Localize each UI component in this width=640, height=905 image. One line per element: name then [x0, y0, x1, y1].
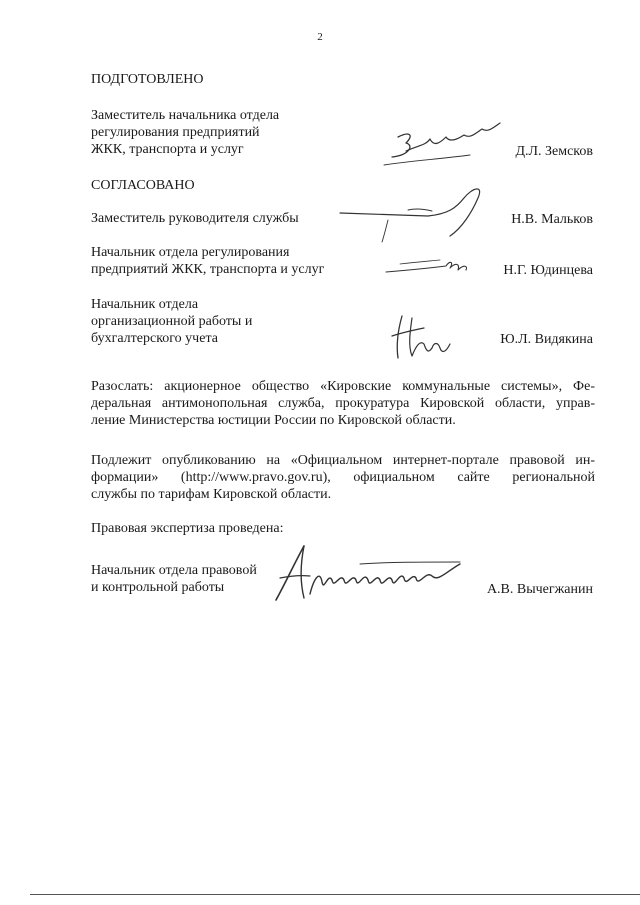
signer-title	[91, 244, 381, 278]
prepared-name: Д.Л. Земсков	[515, 144, 593, 159]
signer-name: Н.Г. Юдинцева	[503, 263, 593, 278]
signer-title-line: Заместитель руководителя службы	[91, 211, 299, 226]
legal-review-title-line: Начальник отдела правовой	[91, 563, 257, 578]
prepared-title	[91, 107, 381, 158]
signer-title-line: предприятий ЖКК, транспорта и услуг	[91, 262, 325, 277]
signer-name: Ю.Л. Видякина	[500, 332, 593, 347]
signer-title	[91, 296, 381, 347]
prepared-title-line: Заместитель начальника отдела	[91, 108, 280, 123]
publication-line: службы по тарифам Кировской области.	[91, 487, 332, 502]
prepared-title-line: ЖКК, транспорта и услуг	[91, 142, 244, 157]
publication-line: Подлежит опубликованию на «Официальном интернет-портале правовой ин-	[91, 453, 595, 468]
signature-vidyakina	[390, 310, 470, 365]
signature-zemskov	[370, 115, 510, 180]
prepared-title-line: регулирования предприятий	[91, 125, 260, 140]
signer-title-line: Начальник отдела регулирования	[91, 245, 290, 260]
prepared-heading: ПОДГОТОВЛЕНО	[91, 72, 204, 87]
signature-vychegzhanin	[270, 542, 470, 607]
bottom-divider	[30, 894, 640, 895]
legal-review-text: Правовая экспертиза проведена:	[91, 521, 284, 536]
signer-name: Н.В. Мальков	[511, 212, 593, 227]
agreed-heading: СОГЛАСОВАНО	[91, 178, 195, 193]
signature-yudintseva	[380, 250, 480, 280]
legal-review-name: А.В. Вычегжанин	[486, 582, 593, 597]
signature-malkov	[338, 180, 498, 250]
signer-title-line: организационной работы и	[91, 314, 253, 329]
distribution-line: ление Министерства юстиции России по Кировской области.	[91, 413, 456, 428]
publication-line: формации» (http://www.pravo.gov.ru), официальном сайте региональной	[91, 470, 595, 485]
legal-review-title-line: и контрольной работы	[91, 580, 225, 595]
signer-title-line: Начальник отдела	[91, 297, 199, 312]
publication-paragraph	[91, 452, 595, 503]
distribution-line: деральная антимонопольная служба, прокуратура Кировской области, управ-	[91, 396, 595, 411]
signer-title-line: бухгалтерского учета	[91, 331, 218, 346]
page-number: 2	[317, 31, 323, 43]
distribution-line: Разослать: акционерное общество «Кировские коммунальные системы», Фе-	[91, 379, 595, 394]
distribution-paragraph	[91, 378, 595, 429]
